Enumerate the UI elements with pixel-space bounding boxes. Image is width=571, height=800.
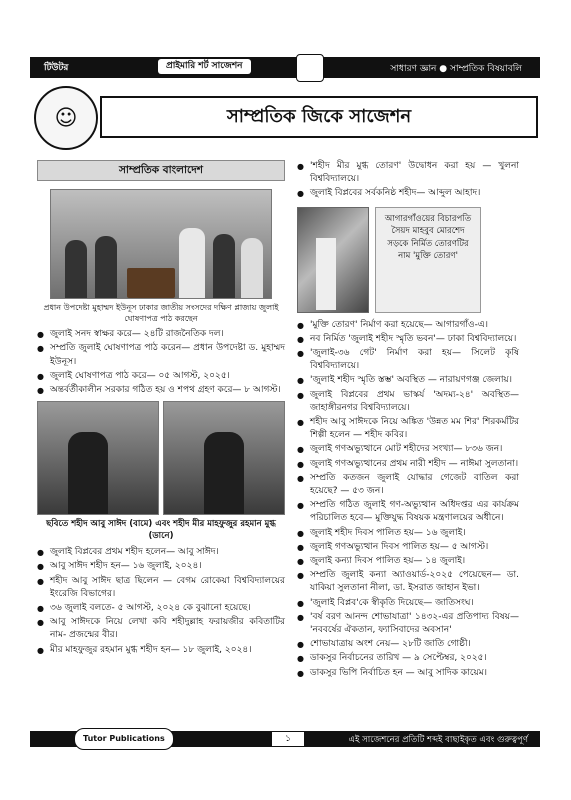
list-item: ● জুলাই গণঅভ্যুত্থান দিবস পালিত হয়— ৫ আগস্ট। (297, 541, 519, 554)
left-column (37, 160, 285, 658)
list-item: ● 'মুক্তি তোরণ' নির্মাণ করা হয়েছে— আগারগাঁও-এ। (297, 319, 519, 332)
header-series-label: প্রাইমারি শর্ট সাজেশন (158, 59, 251, 74)
bullet-list (297, 160, 519, 201)
list-item: ● 'বর্ষ বরণ আনন্দ শোভাযাত্রা' ১৪৩২-এর প্রতিপাদ্য বিষয়— 'নববর্ষের ঐকতান, ফ্যাসিবাদের অবসান' (297, 611, 519, 637)
list-item: ● আবু সাঈদকে নিয়ে লেখা কবি শহীদুল্লাহ ফরায়জীর কবিতাটির নাম- প্রজন্মের বীর। (37, 616, 285, 642)
header-bar (30, 57, 540, 78)
photo-caption: প্রধান উপদেষ্টা মুহাম্মদ ইউনূস ঢাকার জাতীয় সংসদের দক্ষিণ প্লাজায় জুলাই ঘোষণাপত্র পাঠ করছেন (43, 303, 279, 324)
list-item: ● ডাকসুর ভিপি নির্বাচিত হন — আবু সাদিক কায়েম। (297, 667, 519, 680)
martyrs-photos (37, 401, 285, 515)
list-item: ● জুলাই সনদ স্বাক্ষর করে— ২৪টি রাজনৈতিক দল। (37, 328, 285, 341)
photo-caption: ছবিতে শহীদ আবু সাঈদ (বামে) এবং শহীদ মীর মাহফুজুর রহমান মুগ্ধ (ডানে) (46, 519, 276, 542)
list-item: ● ৩৬ জুলাই বলতে- ৫ আগস্ট, ২০২৪ কে বুঝানো হয়েছে। (37, 602, 285, 615)
list-item: ● সম্প্রতি কতজন জুলাই যোদ্ধার গেজেট বাতিল করা হয়েছে? — ৫৩ জন। (297, 472, 519, 498)
header-brand: টিউটর (44, 63, 69, 73)
abu-sayeed-photo (37, 401, 159, 515)
bullet-list (297, 319, 519, 680)
mugdho-photo (163, 401, 285, 515)
list-item: ● অন্তর্বর্তীকালীন সরকার গঠিত হয় ও শপথ গ্রহণ করে— ৮ আগস্ট। (37, 384, 285, 397)
list-item: ● জুলাই শহীদ দিবস পালিত হয়— ১৬ জুলাই। (297, 527, 519, 540)
footer-tagline: এই সাজেশনের প্রতিটি শব্দই বাছাইকৃত এবং গুরুত্বপূর্ণ (348, 735, 528, 745)
list-item: ● জুলাই কন্যা দিবস পালিত হয়— ১৪ জুলাই। (297, 555, 519, 568)
publisher-logo: Tutor Publications (74, 728, 174, 750)
list-item: ● জুলাই বিপ্লবের প্রথম ভাস্কর্য 'অদম্য-২৪' অবস্থিত— জাহাঙ্গীরনগর বিশ্ববিদ্যালয়ে। (297, 389, 519, 415)
list-item: ● সম্প্রতি জুলাই ঘোষণাপত্র পাঠ করেন— প্রধান উপদেষ্টা ড. মুহাম্মদ ইউনূস। (37, 342, 285, 368)
list-item: ● সম্প্রতি গঠিত জুলাই গণ-অভ্যুত্থান অধিদপ্তর এর কার্যক্রম পরিচালিত হবে— মুক্তিযুদ্ধ বিষয়ক মন্ত্রণালয়ের অধীনে। (297, 499, 519, 525)
list-item: ● শহীদ আবু সাঈদকে নিয়ে অঙ্কিত 'উন্নত মম শির' শিরকর্মটির শিল্পী হলেন — শহীদ কবির। (297, 416, 519, 442)
list-item: ● 'জুলাই বিপ্লব'কে স্বীকৃতি দিয়েছে— জাতিসংঘ। (297, 597, 519, 610)
bullet-list (37, 328, 285, 397)
kids-reading-logo-icon: ☺ (34, 86, 98, 150)
declaration-photo (50, 189, 272, 299)
title-section (30, 84, 540, 148)
list-item: ● শোভাযাত্রায় অংশ নেয়— ২৮টি জাতি গোষ্ঠী। (297, 638, 519, 651)
list-item: ● জুলাই ঘোষণাপত্র পাঠ করে— ০৫ আগস্ট, ২০২৫। (37, 370, 285, 383)
list-item: ● মীর মাহফুজুর রহমান মুগ্ধ শহীদ হন— ১৮ জুলাই, ২০২৪। (37, 644, 285, 657)
gate-photo (297, 207, 369, 313)
bullet-list (37, 546, 285, 657)
list-item: ● সম্প্রতি জুলাই কন্যা অ্যাওয়ার্ড-২০২৫ পেয়েছেন— ডা. যাকিয়া সুলতানা নীলা, ডা. ইসরাত জাহান ইভা। (297, 569, 519, 595)
page-number: ১ (272, 732, 304, 746)
right-column (297, 160, 519, 681)
list-item: ● নব নির্মিত 'জুলাই শহীদ স্মৃতি ভবন'— ঢাকা বিশ্ববিদ্যালয়ে। (297, 333, 519, 346)
list-item: ● জুলাই বিপ্লবের প্রথম শহীদ হলেন— আবু সাঈদ। (37, 546, 285, 559)
gate-description: আগারগাঁওয়ের বিচারপতি সৈয়দ মাহবুব মোরশেদ সড়কে নির্মিত তোরণটির নাম 'মুক্তি তোরণ' (375, 207, 481, 313)
list-item: ● ডাকসুর নির্বাচনের তারিখ — ৯ সেপ্টেম্বর, ২০২৫। (297, 652, 519, 665)
list-item: ● শহীদ আবু সাঈদ ছাত্র ছিলেন — বেগম রোকেয়া বিশ্ববিদ্যালয়ের ইংরেজি বিভাগের। (37, 575, 285, 601)
list-item: ● 'শহীদ মীর মুগ্ধ তোরণ' উদ্বোধন করা হয় — খুলনা বিশ্ববিদ্যালয়ে। (297, 160, 519, 186)
footer-bar (30, 731, 540, 747)
list-item: ● 'জুলাই শহীদ স্মৃতি স্তম্ভ' অবস্থিত — নারায়ণগঞ্জ জেলায়। (297, 374, 519, 387)
section-heading: সাম্প্রতিক বাংলাদেশ (37, 160, 285, 181)
header-subject: সাধারণ জ্ঞান ● সাম্প্রতিক বিষয়াবলি (390, 64, 522, 74)
list-item: ● 'জুলাই-৩৬ গেট' নির্মাণ করা হয়— সিলেট কৃষি বিশ্ববিদ্যালয়ে। (297, 347, 519, 373)
list-item: ● জুলাই বিপ্লবের সর্বকনিষ্ঠ শহীদ— আব্দুল আহাদ। (297, 187, 519, 200)
list-item: ● জুলাই গণঅভ্যুত্থানে মোট শহীদের সংখ্যা— ৮৩৬ জন। (297, 443, 519, 456)
page-title: সাম্প্রতিক জিকে সাজেশন (100, 96, 538, 138)
header-logo-icon: ◉ (296, 54, 324, 82)
mukti-toron-figure (297, 207, 519, 313)
list-item: ● আবু সাঈদ শহীদ হন— ১৬ জুলাই, ২০২৪। (37, 560, 285, 573)
list-item: ● জুলাই গণঅভ্যুত্থানের প্রথম নারী শহীদ — নাঈমা সুলতানা। (297, 458, 519, 471)
